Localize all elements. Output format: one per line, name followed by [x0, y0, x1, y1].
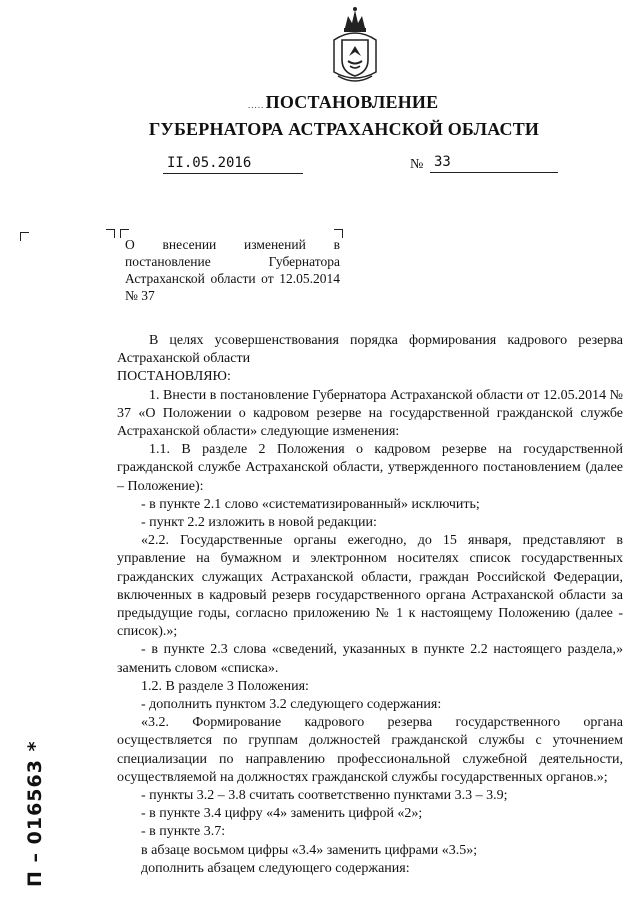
document-issuer: ГУБЕРНАТОРА АСТРАХАНСКОЙ ОБЛАСТИ [148, 119, 540, 139]
paragraph: - в пункте 3.4 цифру «4» заменить цифрой «2»; [141, 806, 423, 822]
document-subject: О внесении изменений в постановление Губернатора Астраханской области от 12.05.2014 № 37 [125, 237, 340, 303]
corner-mark [106, 229, 115, 238]
serial-number: П – 016563 * [24, 740, 46, 887]
paragraph: «3.2. Формирование кадрового резерва государственного органа осуществляется по группам должностей гражданской службы с уточнением специализации по направлению профессиональной служебной деятельности, осуществляемой на должностях гражданской службы государственных органов.»; [117, 715, 623, 785]
number-label: № [410, 157, 424, 172]
coat-of-arms-icon [328, 6, 382, 86]
corner-mark [20, 232, 29, 241]
paragraph: 1.2. В разделе 3 Положения: [141, 678, 309, 694]
preamble: В целях усовершенствования порядка формирования кадрового резерва Астраханской области [117, 333, 623, 367]
paragraph: 1.1. В разделе 2 Положения о кадровом резерве на государственной гражданской службе Астраханской области, утвержденного постановлением (далее – Положение): [117, 442, 623, 494]
document-title: ПОСТАНОВЛЕНИЕ [265, 92, 439, 112]
paragraph: в абзаце восьмом цифры «3.4» заменить цифрами «3.5»; [141, 842, 478, 858]
paragraph: дополнить абзацем следующего содержания: [141, 860, 410, 876]
document-date: II.05.2016 [163, 155, 303, 174]
paragraph: «2.2. Государственные органы ежегодно, до 15 января, представляют в управление на бумажном и электронном носителях список государственных гражданских служащих Астраханской области, граждан Российской Федерации, включенных в кадровый резерв государственного органа Астраханской области за предыдущие годы, согласно приложению № 1 к настоящему Положению (далее - список).»; [117, 533, 623, 640]
paragraph: - в пункте 2.1 слово «систематизированный» исключить; [141, 496, 480, 512]
paragraph: 1. Внести в постановление Губернатора Астраханской области от 12.05.2014 № 37 «О Положении о кадровом резерве на государственной гражданской службе Астраханской области» следующие изменения: [117, 387, 623, 440]
paragraph: - пункты 3.2 – 3.8 считать соответственно пунктами 3.3 – 3.9; [141, 788, 508, 804]
decorative-dots: ..... [248, 100, 265, 110]
document-body [117, 332, 623, 878]
paragraph: - дополнить пунктом 3.2 следующего содержания: [141, 697, 442, 713]
paragraph: - в пункте 3.7: [141, 824, 226, 840]
paragraph: - в пункте 2.3 слова «сведений, указанных в пункте 2.2 настоящего раздела,» заменить словом «списка». [117, 642, 623, 676]
paragraph: - пункт 2.2 изложить в новой редакции: [141, 515, 377, 531]
document-number: 33 [430, 154, 558, 173]
resolve-word: ПОСТАНОВЛЯЮ: [117, 369, 231, 385]
